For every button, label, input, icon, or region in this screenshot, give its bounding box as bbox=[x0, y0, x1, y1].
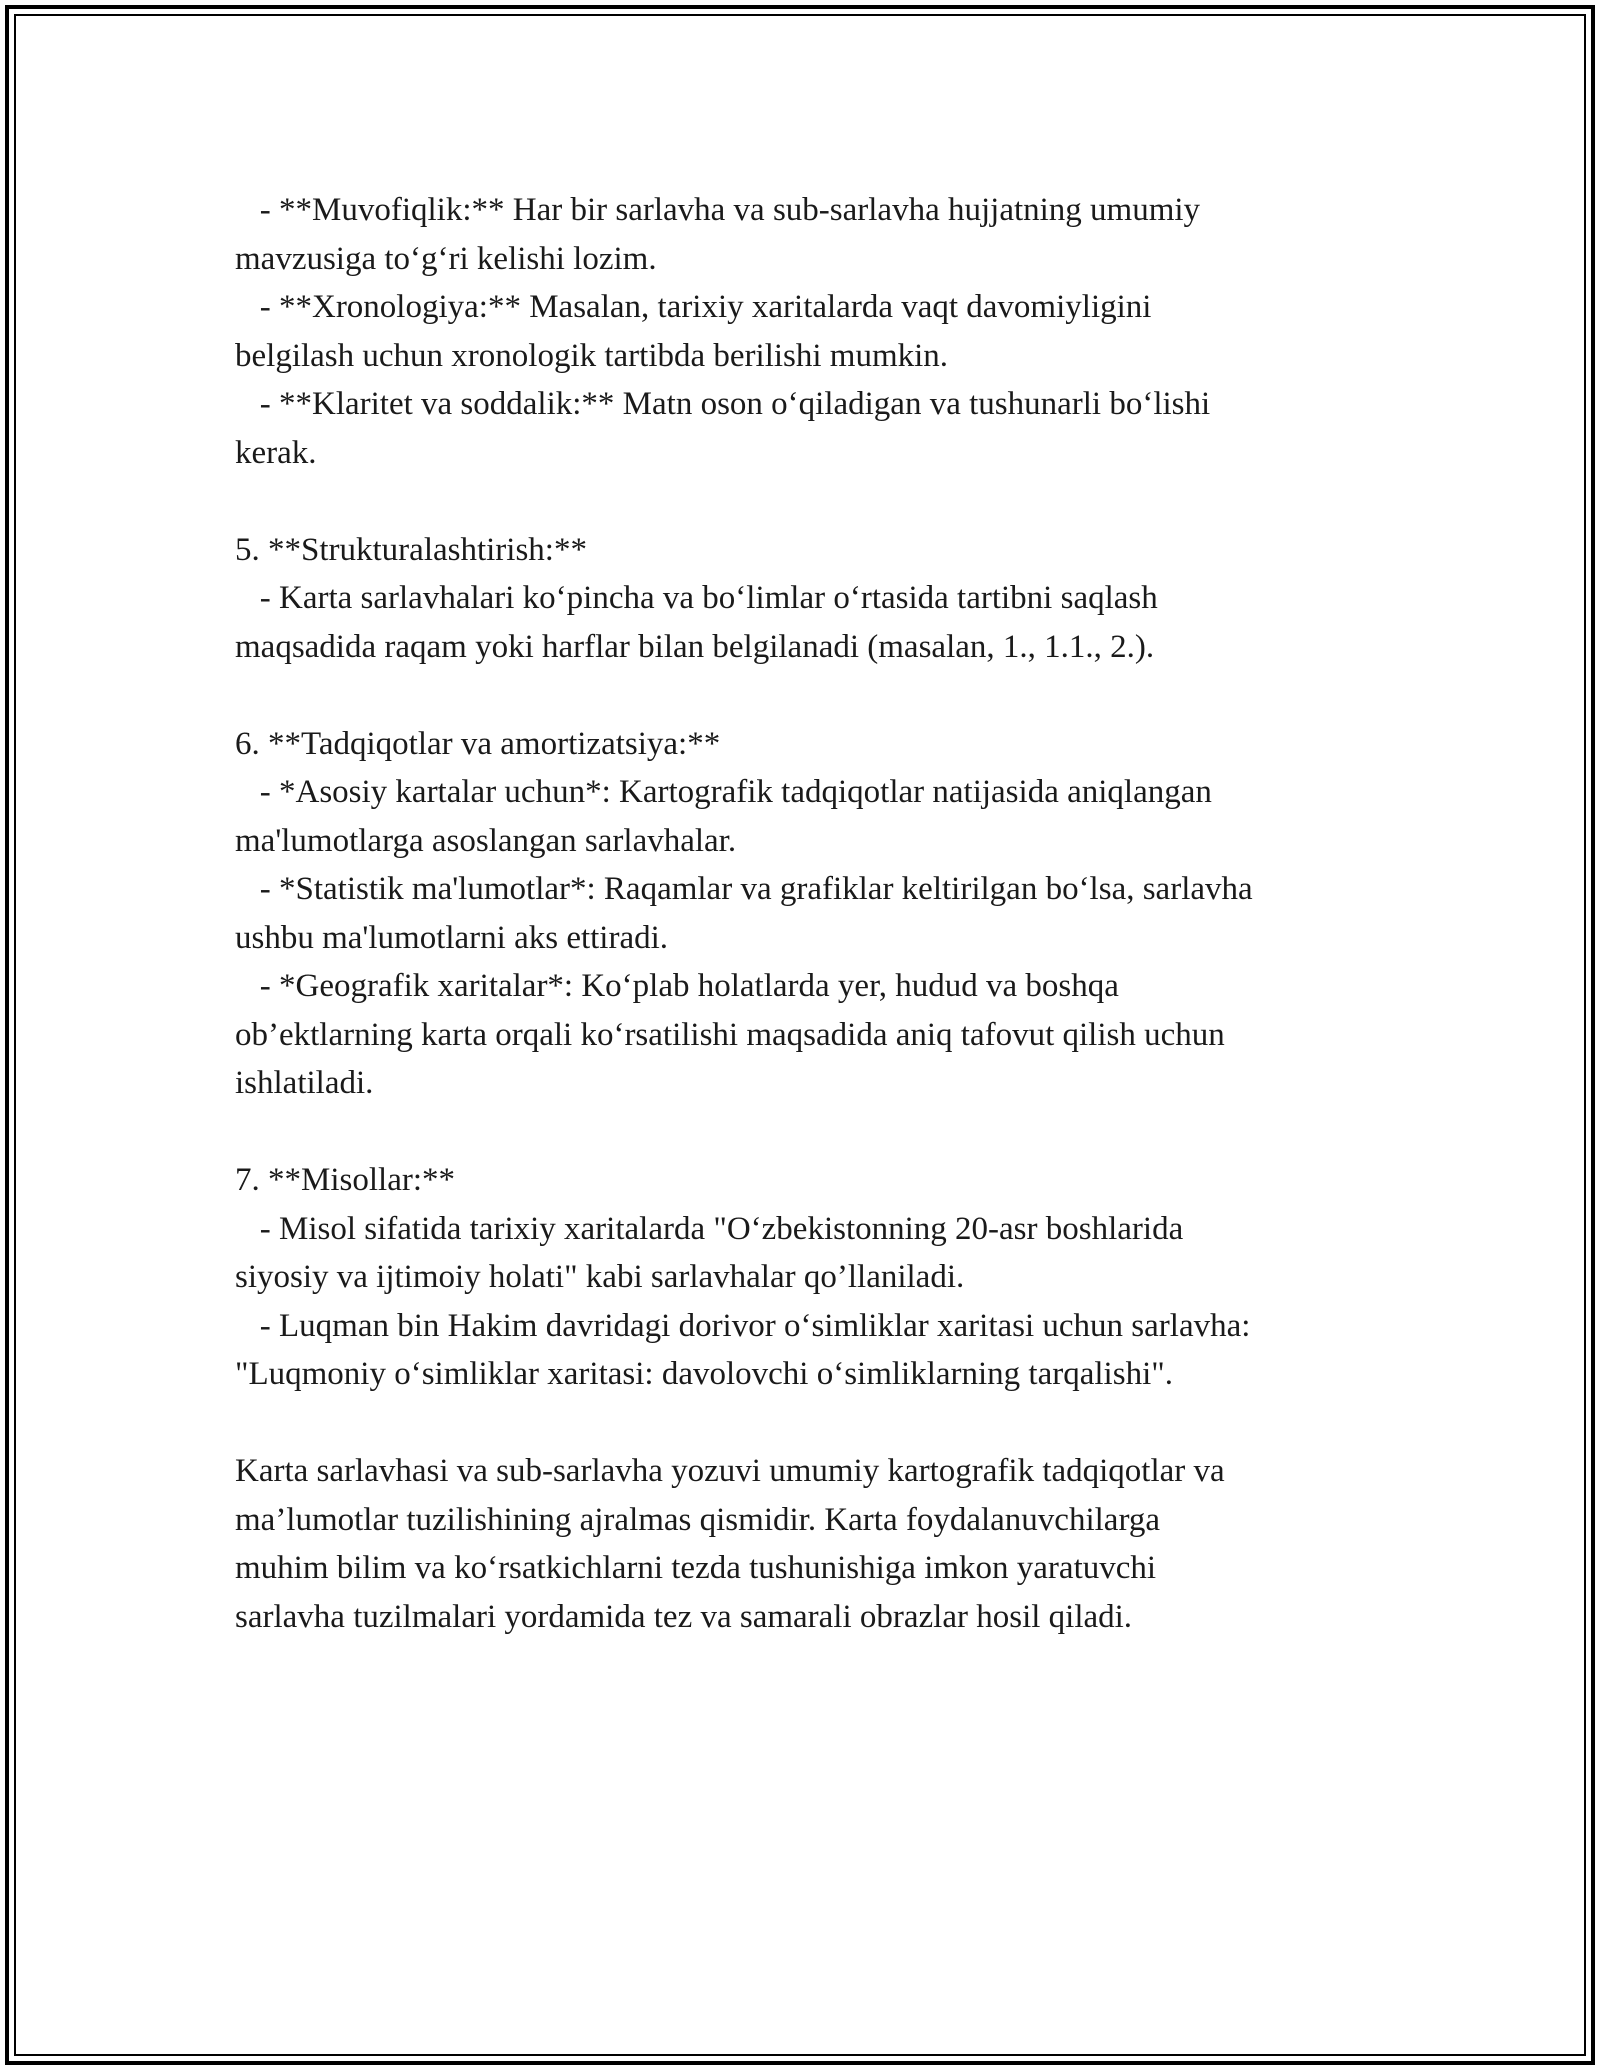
document-body bbox=[235, 186, 1395, 1641]
text-line: ishlatiladi. bbox=[235, 1065, 374, 1101]
text-line: - **Klaritet va soddalik:** Matn oson o‘qiladigan va tushunarli bo‘lishi bbox=[235, 386, 1211, 422]
text-line: Karta sarlavhasi va sub-sarlavha yozuvi umumiy kartografik tadqiqotlar va bbox=[235, 1453, 1225, 1489]
paragraph-gap bbox=[235, 671, 1395, 720]
criteria-list-block bbox=[235, 186, 1395, 477]
text-line: ushbu ma'lumotlarni aks ettiradi. bbox=[235, 919, 669, 956]
text-line: - *Asosiy kartalar uchun*: Kartografik tadqiqotlar natijasida aniqlangan bbox=[235, 774, 1212, 810]
text-line: "Luqmoniy o‘simliklar xaritasi: davolovchi o‘simliklarning tarqalishi". bbox=[235, 1356, 1173, 1392]
text-line: ma’lumotlar tuzilishining ajralmas qismidir. Karta foydalanuvchilarga bbox=[235, 1501, 1160, 1538]
text-line: - Karta sarlavhalari ko‘pincha va bo‘limlar o‘rtasida tartibni saqlash bbox=[235, 580, 1158, 616]
section-heading: 7. **Misollar:** bbox=[235, 1162, 455, 1198]
text-line: siyosiy va ijtimoiy holati" kabi sarlavhalar qo’llaniladi. bbox=[235, 1259, 965, 1295]
section-5-block bbox=[235, 526, 1395, 672]
text-line: - **Xronologiya:** Masalan, tarixiy xaritalarda vaqt davomiyligini bbox=[235, 289, 1152, 325]
text-line: muhim bilim va ko‘rsatkichlarni tezda tushunishiga imkon yaratuvchi bbox=[235, 1550, 1157, 1586]
text-line: - *Geografik xaritalar*: Ko‘plab holatlarda yer, hudud va boshqa bbox=[235, 968, 1119, 1004]
paragraph-gap bbox=[235, 477, 1395, 526]
section-heading: 5. **Strukturalashtirish:** bbox=[235, 531, 587, 568]
text-line: belgilash uchun xronologik tartibda berilishi mumkin. bbox=[235, 337, 949, 374]
text-line: - *Statistik ma'lumotlar*: Raqamlar va grafiklar keltirilgan bo‘lsa, sarlavha bbox=[235, 871, 1253, 907]
text-line: sarlavha tuzilmalari yordamida tez va samarali obrazlar hosil qiladi. bbox=[235, 1598, 1133, 1635]
text-line: kerak. bbox=[235, 434, 317, 471]
section-7-block bbox=[235, 1156, 1395, 1399]
text-line: - Misol sifatida tarixiy xaritalarda "O‘zbekistonning 20-asr boshlarida bbox=[235, 1210, 1184, 1247]
text-line: maqsadida raqam yoki harflar bilan belgilanadi (masalan, 1., 1.1., 2.). bbox=[235, 628, 1155, 665]
paragraph-gap bbox=[235, 1108, 1395, 1157]
conclusion-paragraph bbox=[235, 1447, 1395, 1641]
text-line: - **Muvofiqlik:** Har bir sarlavha va sub-sarlavha hujjatning umumiy bbox=[235, 192, 1201, 228]
text-line: ma'lumotlarga asoslangan sarlavhalar. bbox=[235, 822, 737, 859]
text-line: - Luqman bin Hakim davridagi dorivor o‘simliklar xaritasi uchun sarlavha: bbox=[235, 1307, 1251, 1344]
section-heading: 6. **Tadqiqotlar va amortizatsiya:** bbox=[235, 725, 721, 762]
text-line: mavzusiga to‘g‘ri kelishi lozim. bbox=[235, 240, 657, 277]
text-line: ob’ektlarning karta orqali ko‘rsatilishi maqsadida aniq tafovut qilish uchun bbox=[235, 1016, 1225, 1053]
section-6-block bbox=[235, 720, 1395, 1108]
paragraph-gap bbox=[235, 1399, 1395, 1448]
